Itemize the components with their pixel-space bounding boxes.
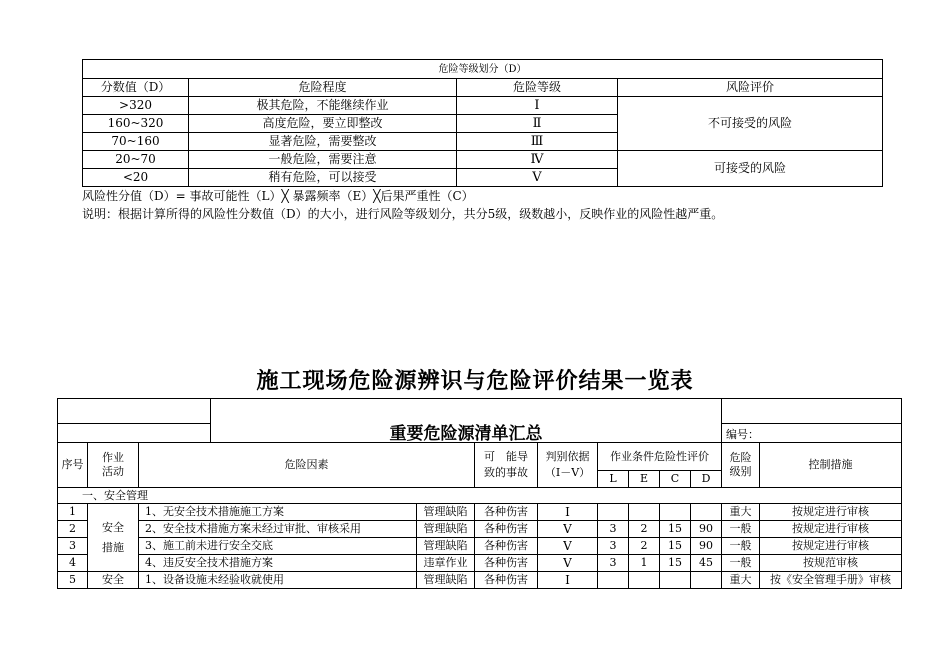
degree-cell: 高度危险，要立即整改: [189, 115, 457, 133]
measure-cell: 按规范审核: [760, 555, 902, 572]
basis-cell: Ⅰ: [538, 572, 598, 589]
header-evaluation: 风险评价: [618, 79, 883, 97]
accident-cell: 各种伤害: [475, 572, 538, 589]
D-cell: 90: [691, 521, 722, 538]
cause-cell: 管理缺陷: [417, 521, 475, 538]
E-cell: 1: [629, 555, 660, 572]
basis-cell: Ⅰ: [538, 504, 598, 521]
C-cell: [660, 572, 691, 589]
level-cell: 一般: [722, 521, 760, 538]
degree-cell: 极其危险，不能继续作业: [189, 97, 457, 115]
header-accident: 可 能导 致的事故: [475, 443, 538, 488]
header-measure: 控制措施: [760, 443, 902, 488]
factor-cell: 3、施工前未进行安全交底: [139, 538, 417, 555]
level-cell: Ⅱ: [457, 115, 618, 133]
cause-cell: 管理缺陷: [417, 504, 475, 521]
header-activity: 作业活动: [88, 443, 139, 488]
degree-cell: 一般危险，需要注意: [189, 151, 457, 169]
row-no: 2: [58, 521, 88, 538]
level-cell: Ⅲ: [457, 133, 618, 151]
table-row: [58, 521, 902, 538]
D-cell: [691, 504, 722, 521]
level-cell: Ⅳ: [457, 151, 618, 169]
E-cell: 2: [629, 538, 660, 555]
measure-cell: 按规定进行审核: [760, 521, 902, 538]
header-D: D: [691, 471, 722, 488]
L-cell: 3: [598, 555, 629, 572]
header-level: 危险级别: [722, 443, 760, 488]
D-cell: 45: [691, 555, 722, 572]
accident-cell: 各种伤害: [475, 538, 538, 555]
section-title: 一、安全管理: [58, 488, 902, 504]
C-cell: [660, 504, 691, 521]
score-cell: <20: [83, 169, 189, 187]
grading-row: [83, 151, 883, 169]
activity-cell: 安全: [88, 572, 139, 589]
measure-cell: 按《安全管理手册》审核: [760, 572, 902, 589]
level-cell: Ⅴ: [457, 169, 618, 187]
evaluation-acceptable: 可接受的风险: [618, 151, 883, 187]
cause-cell: 违章作业: [417, 555, 475, 572]
level-cell: 重大: [722, 572, 760, 589]
number-label: 编号：: [722, 424, 902, 443]
blank-cell: [722, 399, 902, 424]
cause-cell: 管理缺陷: [417, 572, 475, 589]
L-cell: [598, 504, 629, 521]
row-no: 4: [58, 555, 88, 572]
level-cell: 一般: [722, 538, 760, 555]
score-cell: 70~160: [83, 133, 189, 151]
explanation-note: 说明：根据计算所得的风险性分数值（D）的大小，进行风险等级划分，共分5级，级数越小，反映作业的风险性越严重。: [82, 207, 724, 221]
factor-cell: 4、违反安全技术措施方案: [139, 555, 417, 572]
level-cell: 重大: [722, 504, 760, 521]
row-no: 1: [58, 504, 88, 521]
basis-cell: Ⅴ: [538, 555, 598, 572]
row-no: 3: [58, 538, 88, 555]
header-seq: 序号: [58, 443, 88, 488]
basis-cell: Ⅴ: [538, 538, 598, 555]
factor-cell: 1、无安全技术措施施工方案: [139, 504, 417, 521]
C-cell: 15: [660, 538, 691, 555]
accident-cell: 各种伤害: [475, 555, 538, 572]
factor-cell: 2、安全技术措施方案未经过审批、审核采用: [139, 521, 417, 538]
cause-cell: 管理缺陷: [417, 538, 475, 555]
table-subtitle: 重要危险源清单汇总: [211, 399, 722, 443]
header-basis: 判别依据（Ⅰ－Ⅴ）: [538, 443, 598, 488]
grading-row: [83, 97, 883, 115]
formula-note: 风险性分值（D）= 事故可能性（L）╳ 暴露频率（E）╳后果严重性（C）: [82, 189, 474, 203]
header-E: E: [629, 471, 660, 488]
score-cell: 160~320: [83, 115, 189, 133]
score-cell: >320: [83, 97, 189, 115]
table-row: [58, 538, 902, 555]
E-cell: [629, 504, 660, 521]
page-title: 施工现场危险源辨识与危险评价结果一览表: [256, 368, 694, 394]
L-cell: 3: [598, 538, 629, 555]
factor-cell: 1、设备设施未经验收就使用: [139, 572, 417, 589]
level-cell: Ⅰ: [457, 97, 618, 115]
measure-cell: 按规定进行审核: [760, 538, 902, 555]
blank-cell: [58, 399, 211, 424]
header-condition: 作业条件危险性评价: [598, 443, 722, 471]
blank-cell: [58, 424, 211, 443]
E-cell: [629, 572, 660, 589]
score-cell: 20~70: [83, 151, 189, 169]
degree-cell: 显著危险，需要整改: [189, 133, 457, 151]
level-cell: 一般: [722, 555, 760, 572]
table-row: [58, 555, 902, 572]
activity-cell: 安全措施: [88, 504, 139, 572]
table-row: [58, 504, 902, 521]
risk-grading-table: [82, 59, 883, 187]
degree-cell: 稍有危险，可以接受: [189, 169, 457, 187]
L-cell: [598, 572, 629, 589]
header-score: 分数值（D）: [83, 79, 189, 97]
C-cell: 15: [660, 521, 691, 538]
table-row: [58, 572, 902, 589]
header-degree: 危险程度: [189, 79, 457, 97]
header-level: 危险等级: [457, 79, 618, 97]
hazard-list-table: [57, 398, 902, 589]
measure-cell: 按规定进行审核: [760, 504, 902, 521]
E-cell: 2: [629, 521, 660, 538]
header-C: C: [660, 471, 691, 488]
grading-caption: 危险等级划分（D）: [83, 60, 883, 79]
accident-cell: 各种伤害: [475, 504, 538, 521]
D-cell: 90: [691, 538, 722, 555]
basis-cell: Ⅴ: [538, 521, 598, 538]
accident-cell: 各种伤害: [475, 521, 538, 538]
D-cell: [691, 572, 722, 589]
header-factor: 危险因素: [139, 443, 475, 488]
row-no: 5: [58, 572, 88, 589]
header-L: L: [598, 471, 629, 488]
evaluation-unacceptable: 不可接受的风险: [618, 97, 883, 151]
C-cell: 15: [660, 555, 691, 572]
L-cell: 3: [598, 521, 629, 538]
